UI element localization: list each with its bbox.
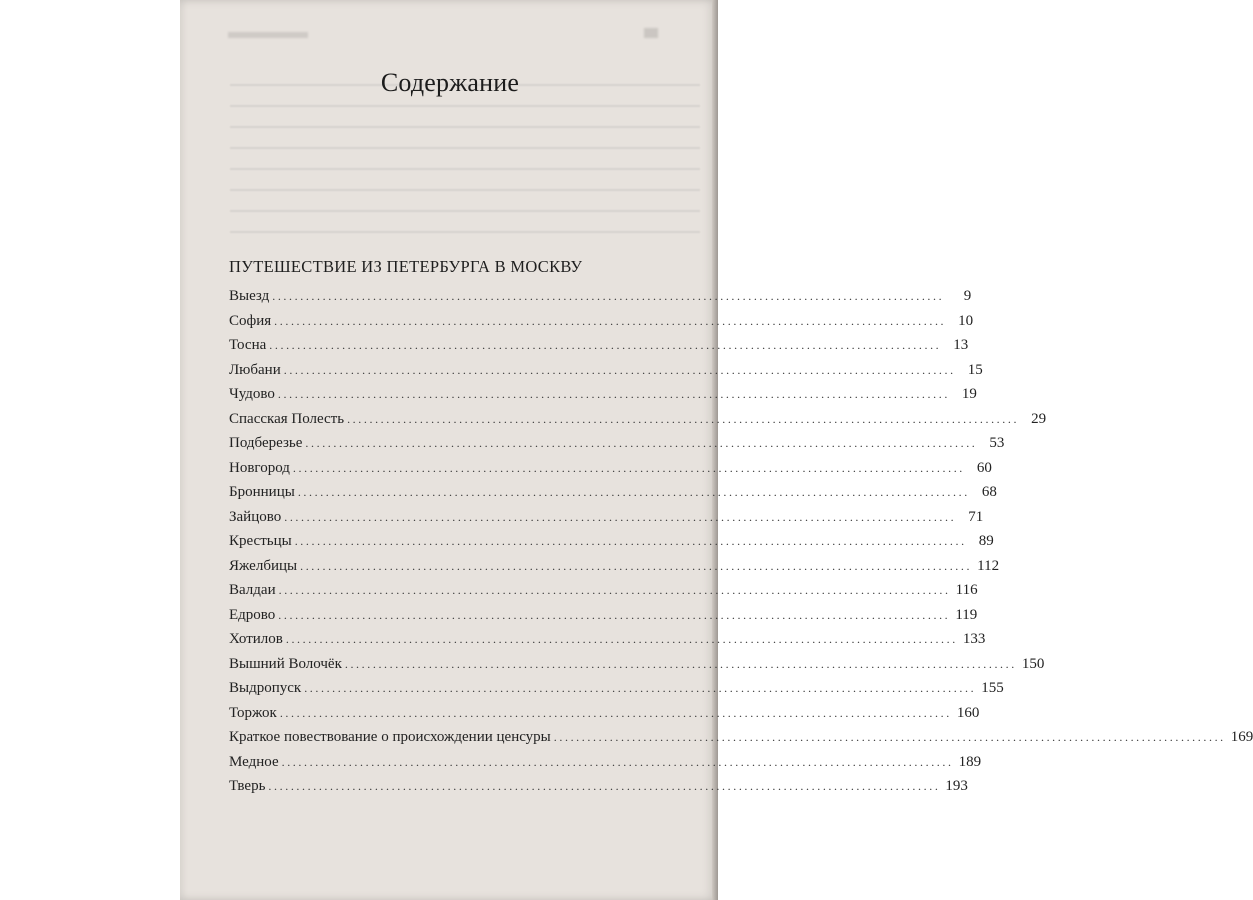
toc-entry-page: 193 — [945, 778, 968, 794]
dot-leader: ........................................................................................................................ — [297, 485, 970, 499]
toc-entry-label: София — [229, 312, 272, 329]
dot-leader: ........................................................................................................................ — [347, 411, 1020, 426]
toc-entry-page: 155 — [981, 680, 1004, 696]
toc-entry-label: Торжок — [229, 704, 277, 721]
toc-entry-page: 133 — [962, 631, 986, 647]
toc-entry — [229, 753, 982, 779]
toc-entry-label: Валдаи — [229, 582, 276, 598]
toc-entry — [229, 337, 969, 362]
toc-entry — [229, 729, 1253, 754]
toc-entry-label: Тверь — [229, 778, 266, 794]
dot-leader: ........................................................................................................................ — [344, 656, 1017, 671]
dot-leader: ........................................................................................................................ — [278, 607, 951, 622]
toc-entry-page: 89 — [978, 533, 994, 549]
toc-entry — [229, 386, 977, 411]
dot-leader: ........................................................................................................................ — [285, 632, 958, 646]
toc-entry — [229, 557, 1000, 583]
toc-entry-page: 15 — [967, 361, 983, 378]
toc-entry — [229, 459, 992, 485]
dot-leader: ........................................................................................................................ — [292, 460, 965, 475]
dot-leader: ........................................................................................................................ — [279, 705, 952, 720]
toc-entry — [229, 508, 984, 534]
toc-entry-page: 150 — [1021, 655, 1045, 672]
dot-leader: ........................................................................................................................ — [272, 289, 945, 303]
toc-entry — [229, 533, 994, 558]
toc-entry — [229, 435, 1005, 460]
toc-entry-page: 71 — [968, 508, 984, 525]
toc-entry-page: 60 — [976, 459, 992, 476]
toc-entry-label: Новгород — [229, 459, 290, 476]
dot-leader: ........................................................................................................................ — [277, 387, 950, 401]
toc-entry-label: Вышний Волочёк — [229, 655, 342, 672]
dot-leader: ........................................................................................................................ — [284, 509, 957, 524]
toc-entry-page: 9 — [963, 288, 972, 304]
toc-entry — [229, 778, 968, 803]
toc-entry-label: Чудово — [229, 386, 275, 402]
toc-entry — [229, 655, 1045, 681]
toc-entry — [229, 361, 983, 387]
toc-entry-label: Хотилов — [229, 631, 283, 647]
toc-entry-label: Выезд — [229, 288, 270, 304]
toc-entry-label: Едрово — [229, 606, 276, 623]
toc-entry-page: 10 — [958, 312, 974, 329]
dot-leader: ........................................................................................................................ — [300, 558, 973, 573]
toc-entry-page: 169 — [1230, 729, 1253, 745]
dot-leader: ........................................................................................................................ — [553, 730, 1226, 744]
toc-entry-page: 112 — [977, 557, 1000, 574]
show-through-header — [228, 32, 308, 38]
toc-entry-page: 13 — [953, 337, 969, 353]
toc-entry-label: Выдропуск — [229, 680, 302, 696]
dot-leader: ........................................................................................................................ — [305, 436, 978, 450]
dot-leader: ........................................................................................................................ — [294, 534, 967, 548]
toc-entry — [229, 704, 980, 730]
show-through-page-number — [644, 28, 658, 38]
toc-entry-page: 68 — [981, 484, 997, 500]
table-of-contents — [229, 288, 1253, 803]
toc-entry-label: Бронницы — [229, 484, 295, 500]
toc-entry-label: Любани — [229, 361, 281, 378]
toc-entry-label: Спасская Полесть — [229, 410, 345, 427]
toc-entry-page: 189 — [958, 753, 982, 770]
toc-entry-label: Краткое повествование о происхождении ценсуры — [229, 729, 551, 745]
toc-entry-label: Яжелбицы — [229, 557, 298, 574]
toc-entry — [229, 606, 978, 632]
toc-entry-page: 53 — [989, 435, 1005, 451]
toc-entry-page: 119 — [955, 606, 978, 623]
toc-entry-label: Медное — [229, 753, 279, 770]
toc-entry — [229, 410, 1047, 436]
toc-entry — [229, 288, 972, 313]
dot-leader: ........................................................................................................................ — [283, 362, 956, 377]
toc-entry — [229, 484, 997, 509]
toc-entry-label: Подберезье — [229, 435, 303, 451]
toc-entry — [229, 582, 978, 607]
toc-entry — [229, 631, 986, 656]
dot-leader: ........................................................................................................................ — [274, 313, 947, 328]
dot-leader: ........................................................................................................................ — [269, 338, 942, 352]
toc-entry-page: 19 — [961, 386, 977, 402]
toc-entry — [229, 680, 1004, 705]
toc-entry-label: Зайцово — [229, 508, 282, 525]
page-title: Содержание — [380, 68, 520, 97]
dot-leader: ........................................................................................................................ — [278, 583, 951, 597]
section-title: ПУТЕШЕСТВИЕ ИЗ ПЕТЕРБУРГА В МОСКВУ — [229, 257, 583, 276]
toc-entry-page: 116 — [955, 582, 978, 598]
dot-leader: ........................................................................................................................ — [281, 754, 954, 769]
toc-entry-page: 29 — [1031, 410, 1047, 427]
dot-leader: ........................................................................................................................ — [268, 779, 941, 793]
toc-entry — [229, 312, 974, 338]
toc-entry-page: 160 — [956, 704, 980, 721]
toc-entry-label: Тосна — [229, 337, 267, 353]
dot-leader: ........................................................................................................................ — [304, 681, 977, 695]
toc-entry-label: Крестьцы — [229, 533, 292, 549]
